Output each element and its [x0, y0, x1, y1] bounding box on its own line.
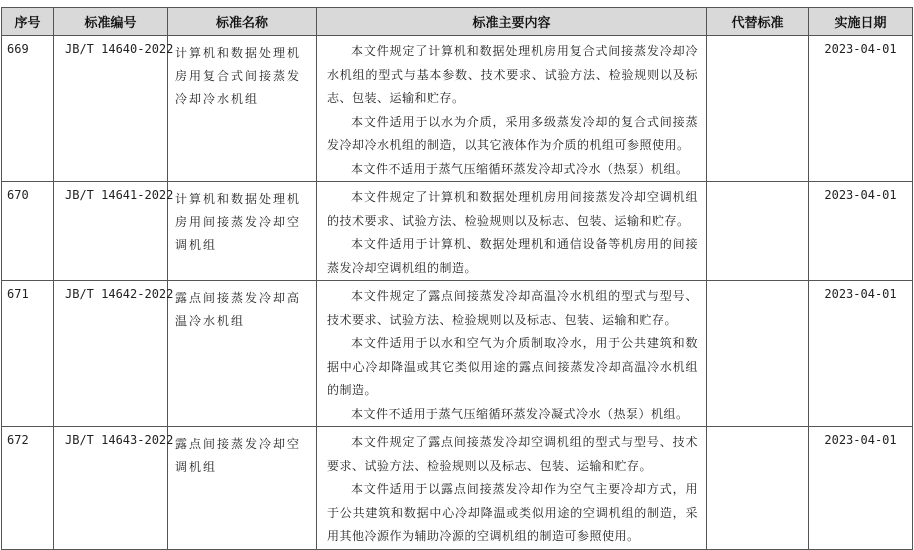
row-no: 671 [2, 281, 54, 427]
header-no: 序号 [2, 8, 54, 36]
table-header-row [2, 8, 913, 36]
standards-table [1, 7, 913, 550]
table-row [2, 281, 913, 427]
content-paragraph: 本文件不适用于蒸气压缩循环蒸发冷却式冷水（热泵）机组。 [351, 161, 689, 176]
content-paragraph: 本文件规定了计算机和数据处理机房用间接蒸发冷却空调机组的技术要求、试验方法、检验规则以及标志、包装、运输和贮存。 [327, 190, 698, 228]
row-code: JB/T 14642-2022 [54, 281, 168, 427]
content-paragraph: 本文件不适用于蒸气压缩循环蒸发冷凝式冷水（热泵）机组。 [351, 406, 689, 421]
table-row [2, 182, 913, 281]
row-code: JB/T 14640-2022 [54, 36, 168, 182]
content-paragraph: 本文件规定了露点间接蒸发冷却空调机组的型式与型号、技术要求、试验方法、检验规则以及标志、包装、运输和贮存。 [327, 435, 698, 473]
content-paragraph: 本文件规定了计算机和数据处理机房用复合式间接蒸发冷却冷水机组的型式与基本参数、技术要求、试验方法、检验规则以及标志、包装、运输和贮存。 [327, 44, 698, 105]
row-date: 2023-04-01 [809, 182, 913, 281]
row-content [317, 182, 707, 281]
header-content: 标准主要内容 [317, 8, 707, 36]
header-name: 标准名称 [168, 8, 317, 36]
content-paragraph: 本文件适用于计算机、数据处理机和通信设备等机房用的间接蒸发冷却空调机组的制造。 [327, 237, 698, 275]
table-row [2, 36, 913, 182]
row-code: JB/T 14641-2022 [54, 182, 168, 281]
row-name: 计算机和数据处理机房用间接蒸发冷却空调机组 [168, 182, 317, 281]
header-replaces: 代替标准 [707, 8, 809, 36]
table-row [2, 427, 913, 550]
row-content [317, 281, 707, 427]
row-replaces [707, 281, 809, 427]
row-no: 672 [2, 427, 54, 550]
header-code: 标准编号 [54, 8, 168, 36]
row-replaces [707, 182, 809, 281]
row-name: 露点间接蒸发冷却高温冷水机组 [168, 281, 317, 427]
row-no: 670 [2, 182, 54, 281]
row-name: 计算机和数据处理机房用复合式间接蒸发冷却冷水机组 [168, 36, 317, 182]
header-date: 实施日期 [809, 8, 913, 36]
row-code: JB/T 14643-2022 [54, 427, 168, 550]
content-paragraph: 本文件适用于以露点间接蒸发冷却作为空气主要冷却方式，用于公共建筑和数据中心冷却降温或类似用途的空调机组的制造，采用其他冷源作为辅助冷源的空调机组的制造可参照使用。 [327, 482, 698, 543]
row-name: 露点间接蒸发冷却空调机组 [168, 427, 317, 550]
row-date: 2023-04-01 [809, 281, 913, 427]
row-no: 669 [2, 36, 54, 182]
row-date: 2023-04-01 [809, 36, 913, 182]
row-content [317, 427, 707, 550]
content-paragraph: 本文件适用于以水和空气为介质制取冷水，用于公共建筑和数据中心冷却降温或其它类似用途的露点间接蒸发冷却高温冷水机组的制造。 [327, 336, 698, 397]
row-replaces [707, 427, 809, 550]
content-paragraph: 本文件适用于以水为介质，采用多级蒸发冷却的复合式间接蒸发冷却冷水机组的制造，以其它液体作为介质的机组可参照使用。 [327, 114, 698, 152]
row-replaces [707, 36, 809, 182]
row-date: 2023-04-01 [809, 427, 913, 550]
content-paragraph: 本文件规定了露点间接蒸发冷却高温冷水机组的型式与型号、技术要求、试验方法、检验规则以及标志、包装、运输和贮存。 [327, 289, 698, 327]
row-content [317, 36, 707, 182]
